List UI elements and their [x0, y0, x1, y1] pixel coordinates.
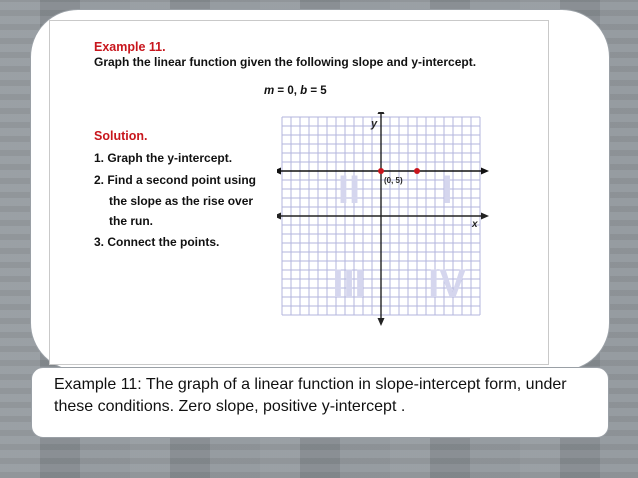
slope-value: = 0, — [274, 85, 301, 97]
example-title: Example 11. — [94, 40, 166, 54]
x-axis-arrow-right — [481, 213, 489, 220]
y-axis-arrow-up — [378, 112, 385, 114]
solution-step: the run. — [109, 214, 153, 228]
function-line-arrow-left — [277, 168, 281, 175]
solution-step: the slope as the rise over — [109, 194, 254, 208]
x-axis-label: x — [472, 219, 478, 230]
slide-content — [49, 20, 549, 365]
slope-variable: m — [264, 85, 275, 97]
solution-step: 2. Find a second point using — [94, 173, 257, 187]
coordinate-graph — [277, 112, 507, 346]
intercept-variable: b — [300, 85, 308, 97]
caption-box — [31, 367, 609, 438]
caption-text: Example 11: The graph of a linear function in slope-intercept form, under these conditions. Zero slope, positive y-intercept . — [54, 376, 567, 415]
y-axis-label: y — [371, 118, 378, 130]
x-axis-arrow-left — [277, 213, 281, 220]
intercept-value: = 5 — [307, 85, 327, 97]
quadrant-3-label: III — [332, 262, 366, 306]
y-axis-arrow-down — [378, 318, 385, 326]
function-line-arrow-right — [481, 168, 489, 175]
point-label: (0, 5) — [384, 176, 403, 185]
example-parameters — [264, 85, 327, 97]
quadrant-2-label: II — [337, 168, 361, 212]
example-question: Graph the linear function given the following slope and y-intercept. — [94, 55, 477, 69]
quadrant-1-label: I — [441, 168, 453, 212]
solution-title: Solution. — [94, 129, 148, 143]
plotted-point — [414, 168, 420, 174]
quadrant-4-label: IV — [428, 262, 466, 306]
solution-step: 3. Connect the points. — [94, 235, 220, 249]
solution-step: 1. Graph the y-intercept. — [94, 151, 233, 165]
plotted-point — [378, 168, 384, 174]
